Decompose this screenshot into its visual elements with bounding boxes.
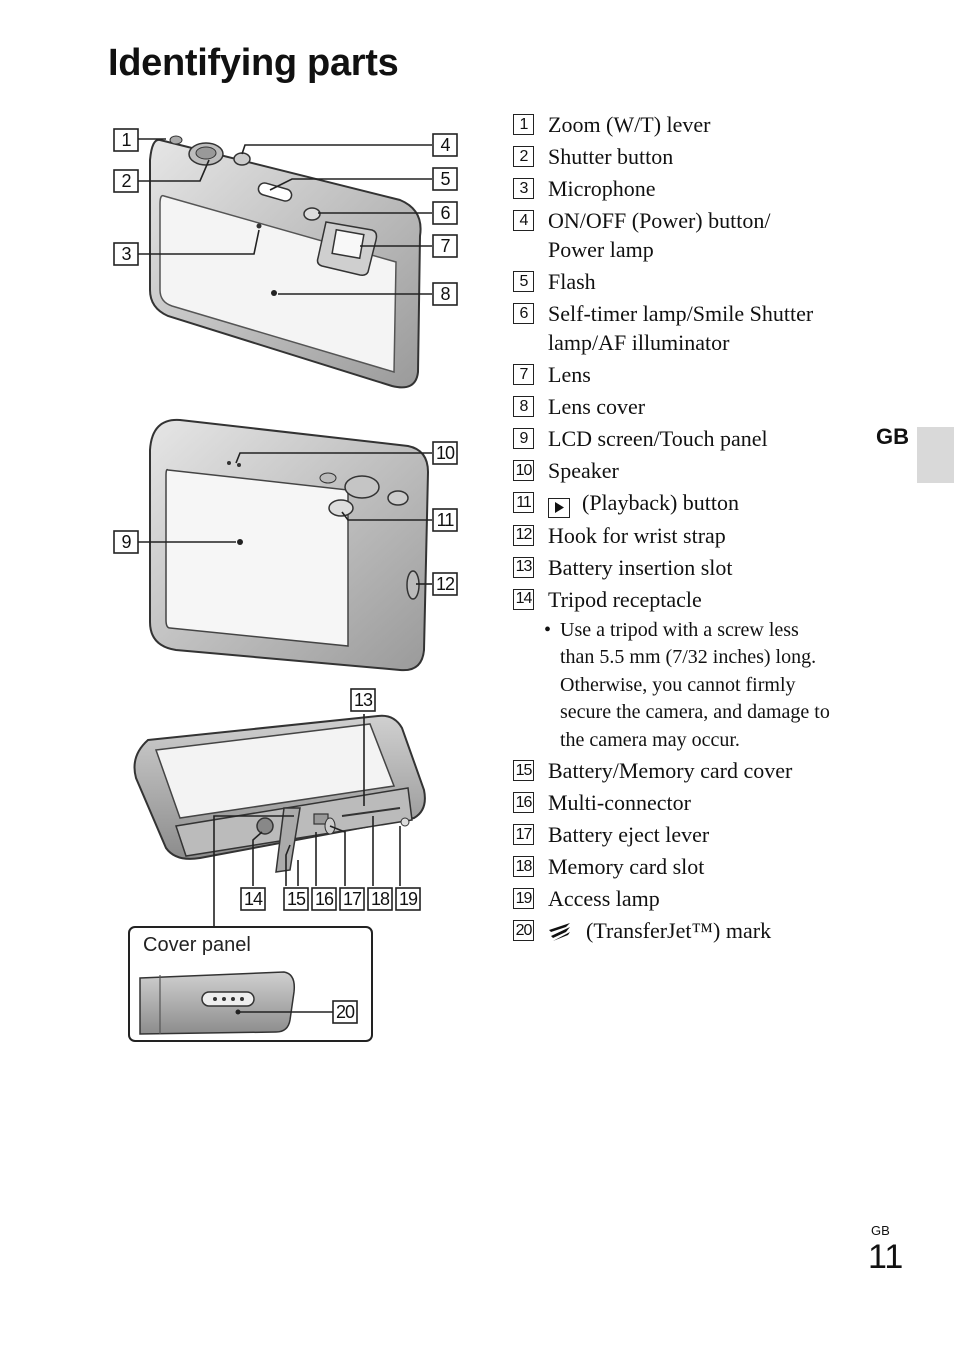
part-number-box: 2 [513, 146, 534, 167]
part-label [548, 360, 591, 389]
part-number-box: 6 [513, 303, 534, 324]
part-number-box: 14 [513, 589, 534, 610]
part-item [508, 392, 868, 421]
part-note-text [560, 617, 830, 755]
part-number-box: 16 [513, 792, 534, 813]
part-number-box: 5 [513, 271, 534, 292]
page-number: 11 [868, 1238, 904, 1276]
parts-list [508, 110, 868, 952]
part-number-box: 10 [513, 460, 534, 481]
part-item [508, 206, 868, 264]
cover-panel-inset [129, 927, 372, 1041]
part-label [548, 788, 691, 817]
part-label [548, 820, 709, 849]
part-item [508, 299, 868, 357]
part-note-line: than 5.5 mm (7/32 inches) long. [560, 646, 817, 668]
part-label-text: Battery eject lever [548, 822, 710, 847]
part-item [508, 756, 868, 785]
callout-number: 10 [435, 443, 455, 463]
part-label [548, 852, 704, 881]
part-item [508, 820, 868, 849]
part-number-box: 4 [513, 210, 534, 231]
part-label-text: Self-timer lamp/Smile Shutter [548, 301, 814, 326]
part-item [508, 267, 868, 296]
footer-lang: GB [871, 1223, 890, 1238]
part-label-text: Speaker [548, 458, 619, 483]
part-label-line [548, 756, 792, 785]
camera-back-view [150, 420, 428, 670]
part-label-line [548, 392, 645, 421]
callout-number: 6 [440, 203, 450, 223]
part-label-text: LCD screen/Touch panel [548, 426, 768, 451]
part-label [548, 521, 726, 550]
part-label-text: Multi-connector [548, 790, 691, 815]
part-label-text: Flash [548, 269, 596, 294]
part-note-line: Use a tripod with a screw less [560, 618, 799, 641]
part-item [508, 360, 868, 389]
camera-bottom-view [135, 716, 425, 872]
part-label-line [548, 299, 813, 328]
part-label [548, 488, 739, 518]
part-number-box: 12 [513, 525, 534, 546]
part-item [508, 142, 868, 171]
bullet-icon: • [544, 618, 552, 641]
part-label-text: Memory card slot [548, 854, 705, 879]
part-label [548, 884, 660, 913]
part-number-box: 9 [513, 428, 534, 449]
part-label [548, 110, 711, 139]
part-number-box: 1 [513, 114, 534, 135]
callout-number: 2 [121, 171, 131, 191]
part-label-line [548, 585, 702, 614]
part-label-line [548, 916, 771, 949]
part-label-line [548, 206, 770, 235]
part-label-text: Hook for wrist strap [548, 522, 726, 548]
callout-number: 9 [121, 532, 131, 552]
part-number-box: 20 [513, 920, 534, 941]
transferjet-icon [548, 920, 572, 949]
callout-number: 14 [243, 889, 263, 909]
callout-number: 8 [440, 284, 450, 304]
part-number-box: 7 [513, 364, 534, 385]
part-item [508, 174, 868, 203]
part-label [548, 267, 596, 296]
part-item [508, 916, 868, 949]
part-label [548, 456, 619, 485]
part-label-line [548, 488, 739, 518]
part-item [508, 424, 868, 453]
part-label [548, 206, 770, 264]
part-note-line: Otherwise, you cannot firmly [560, 673, 796, 696]
part-item [508, 884, 868, 913]
part-label-line [548, 521, 726, 550]
part-number-box: 17 [513, 824, 534, 845]
part-label-line [548, 553, 733, 582]
side-tab [917, 427, 954, 483]
part-label-line [548, 820, 709, 849]
callout-number: 16 [314, 889, 334, 909]
part-label-text: lamp/AF illuminator [548, 330, 730, 355]
part-label-text: Lens cover [548, 394, 646, 419]
part-label-line [548, 884, 660, 913]
part-label-line [548, 360, 591, 389]
part-label-text: Access lamp [548, 886, 660, 911]
callout-number: 11 [436, 510, 454, 530]
part-item [508, 788, 868, 817]
part-number-box: 18 [513, 856, 534, 877]
part-number-box: 3 [513, 178, 534, 199]
part-label-text: Lens [548, 362, 591, 387]
part-label-line [548, 328, 813, 357]
part-label-text: Tripod receptacle [548, 586, 702, 612]
part-number-box: 19 [513, 888, 534, 909]
part-label-text: (TransferJet™) mark [586, 918, 772, 943]
part-note-line: secure the camera, and damage to [560, 701, 830, 723]
part-label-line [548, 235, 770, 264]
part-number-box: 13 [513, 557, 534, 578]
part-item [508, 488, 868, 518]
part-label [548, 142, 673, 171]
part-item [508, 852, 868, 881]
callout-number: 12 [435, 574, 455, 594]
part-label [548, 916, 771, 949]
callout-number: 17 [342, 889, 362, 909]
part-note [544, 617, 868, 755]
callout-number: 3 [121, 244, 131, 264]
callout-number: 15 [286, 889, 306, 909]
part-label-line [548, 424, 768, 453]
part-label-line [548, 142, 673, 171]
part-label [548, 174, 656, 203]
part-label-text: (Playback) button [582, 490, 740, 515]
part-label [548, 424, 768, 453]
part-label-text: Zoom (W/T) lever [548, 112, 711, 137]
part-number-box: 11 [513, 492, 534, 513]
part-label-text: Shutter button [548, 144, 674, 169]
part-label-line [548, 456, 619, 485]
part-number-box: 15 [513, 760, 534, 781]
part-label-text: Battery insertion slot [548, 554, 733, 580]
page-title: Identifying parts [108, 42, 399, 84]
part-item [508, 585, 868, 614]
part-label [548, 299, 813, 357]
camera-front-view [150, 136, 421, 387]
part-label-text: Power lamp [548, 237, 654, 262]
playback-icon [548, 498, 570, 518]
part-label-text: Microphone [548, 176, 656, 201]
part-label [548, 392, 645, 421]
part-number-box: 8 [513, 396, 534, 417]
callout-number: 18 [370, 889, 390, 909]
part-item [508, 456, 868, 485]
part-item [508, 521, 868, 550]
cover-panel-label: Cover panel [143, 934, 251, 956]
part-label-line [548, 267, 596, 296]
callout-number: 7 [440, 236, 450, 256]
part-item [508, 553, 868, 582]
part-label-line [548, 110, 711, 139]
part-label [548, 553, 733, 582]
side-tab-label: GB [876, 424, 909, 449]
callout-number: 13 [353, 690, 373, 710]
part-label-line [548, 788, 691, 817]
callout-number: 19 [398, 889, 418, 909]
part-label [548, 756, 792, 785]
part-note-line: the camera may occur. [560, 728, 740, 751]
part-label-text: Battery/Memory card cover [548, 758, 793, 783]
part-label-line [548, 174, 656, 203]
callout-number: 4 [440, 135, 450, 155]
part-label-line [548, 852, 704, 881]
callout-number: 1 [121, 130, 131, 150]
part-label-text: ON/OFF (Power) button/ [548, 208, 771, 233]
part-item [508, 110, 868, 139]
part-label [548, 585, 702, 614]
callout-number: 20 [335, 1002, 355, 1022]
callout-number: 5 [440, 169, 450, 189]
